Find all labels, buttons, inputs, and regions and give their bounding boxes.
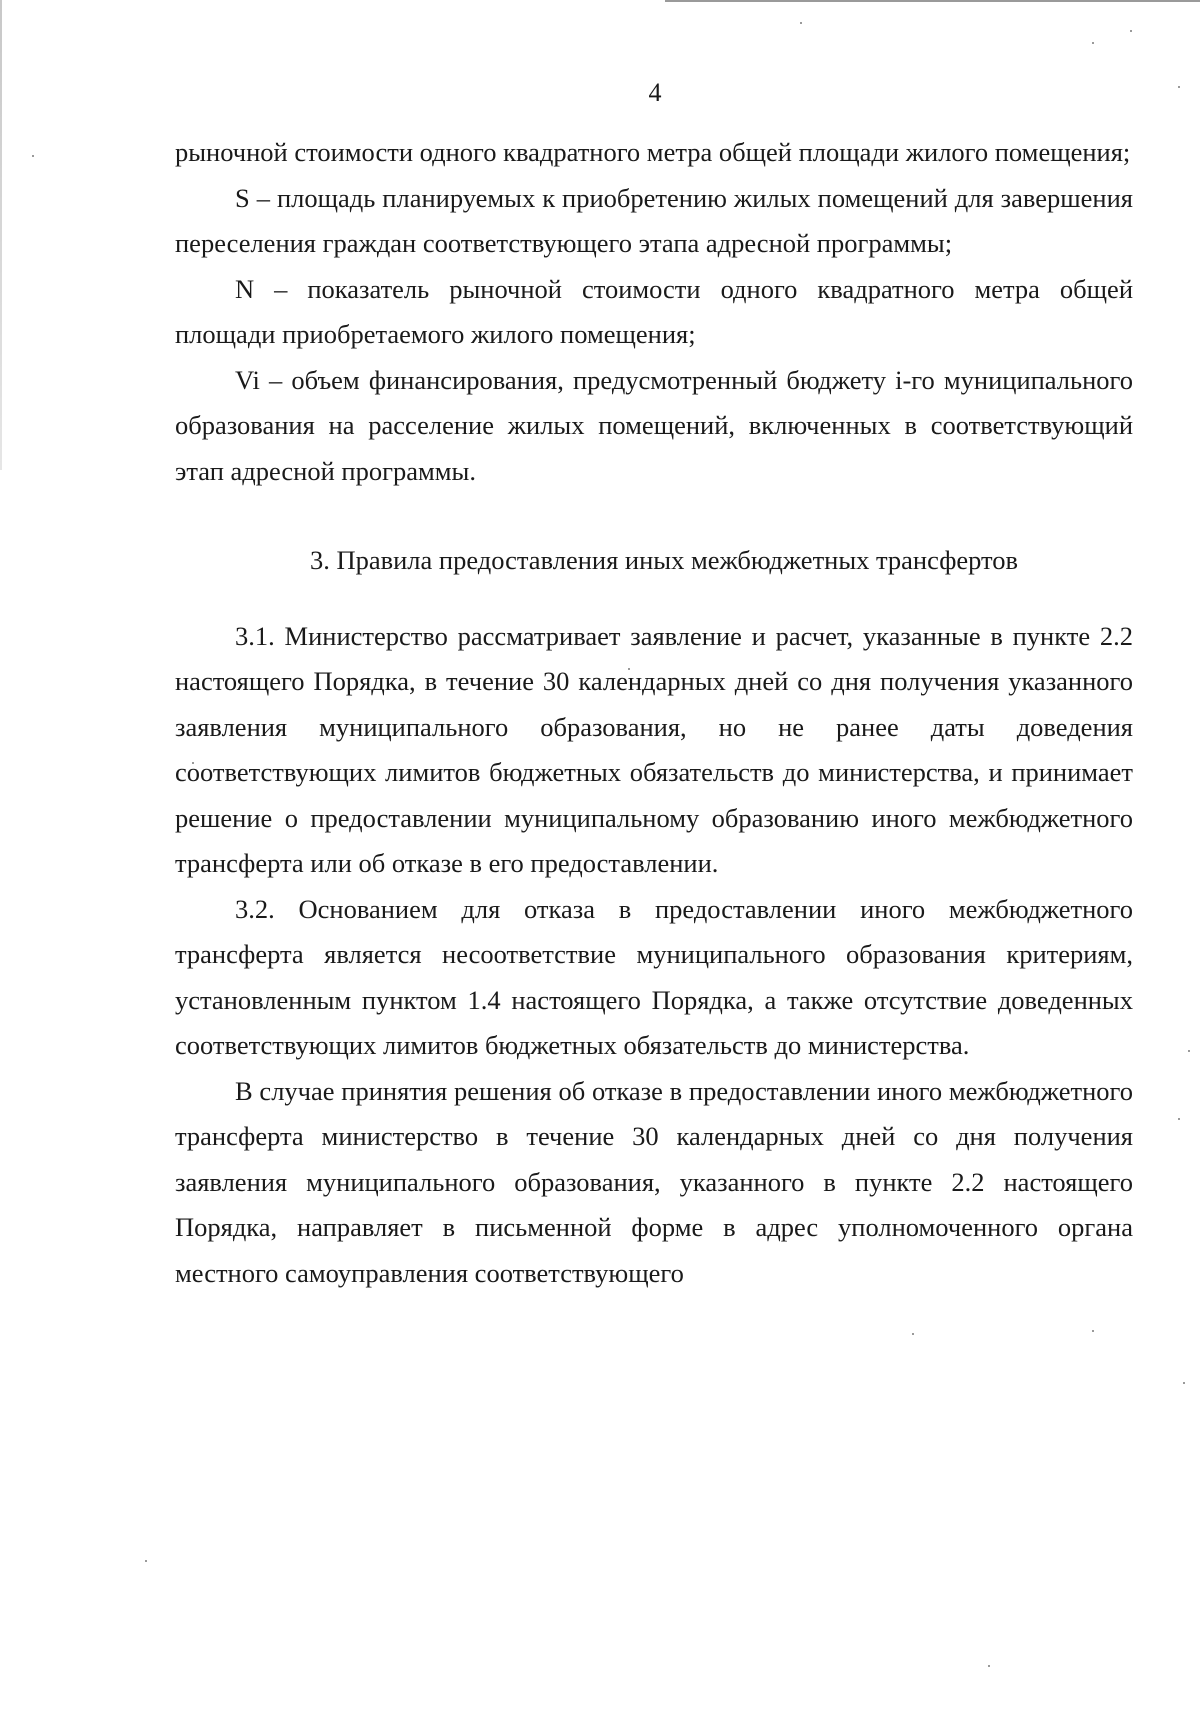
scan-speck xyxy=(1092,42,1094,44)
paragraph-3-1: 3.1. Министерство рассматривает заявление и расчет, указанные в пункте 2.2 настоящего Порядка, в течение 30 календарных дней со дня получения указанного заявления муниципального образования, но не ранее даты доведения соответствующих лимитов бюджетных обязательств до министерства, и принимает решение о предоставлении муниципальному образованию иного межбюджетного трансферта или об отказе в его предоставлении. xyxy=(175,620,1133,878)
scan-speck xyxy=(800,22,802,24)
scan-speck xyxy=(32,155,34,157)
scan-speck xyxy=(988,1665,990,1667)
paragraph-definition-s: S – площадь планируемых к приобретению жилых помещений для завершения переселения граждан соответствующего этапа адресной программы; xyxy=(175,182,1133,258)
paragraph-definition-vi: Vi – объем финансирования, предусмотренный бюджету i-го муниципального образования на расселение жилых помещений, включенных в соответствующий этап адресной программы. xyxy=(175,364,1133,486)
scan-speck xyxy=(1092,1330,1094,1332)
scan-speck xyxy=(1130,30,1132,32)
scan-speck xyxy=(1178,1118,1180,1120)
paragraph-3-2: 3.2. Основанием для отказа в предоставлении иного межбюджетного трансферта является несоответствие муниципального образования критериям, установленным пунктом 1.4 настоящего Порядка, а также отсутствие доведенных соответствующих лимитов бюджетных обязательств до министерства. xyxy=(175,893,1133,1060)
scan-speck xyxy=(1188,1050,1190,1052)
scan-speck xyxy=(912,1333,914,1335)
paragraph-continuation: рыночной стоимости одного квадратного метра общей площади жилого помещения; xyxy=(175,137,1131,167)
page-number: 4 xyxy=(648,78,662,107)
paragraph-refusal: В случае принятия решения об отказе в предоставлении иного межбюджетного трансферта министерство в течение 30 календарных дней со дня получения заявления муниципального образования, указанного в пункте 2.2 настоящего Порядка, направляет в письменной форме в адрес уполномоченного органа местного самоуправления соответствующего xyxy=(175,1075,1133,1288)
scan-speck xyxy=(1183,1382,1185,1384)
scan-speck xyxy=(145,1560,147,1562)
section-heading: 3. Правила предоставления иных межбюджетных трансфертов xyxy=(309,545,1019,575)
scan-edge-top xyxy=(665,0,1200,2)
scan-edge-left xyxy=(0,0,2,470)
document-body xyxy=(175,130,1133,1296)
paragraph-definition-n: N – показатель рыночной стоимости одного квадратного метра общей площади приобретаемого жилого помещения; xyxy=(175,273,1133,349)
